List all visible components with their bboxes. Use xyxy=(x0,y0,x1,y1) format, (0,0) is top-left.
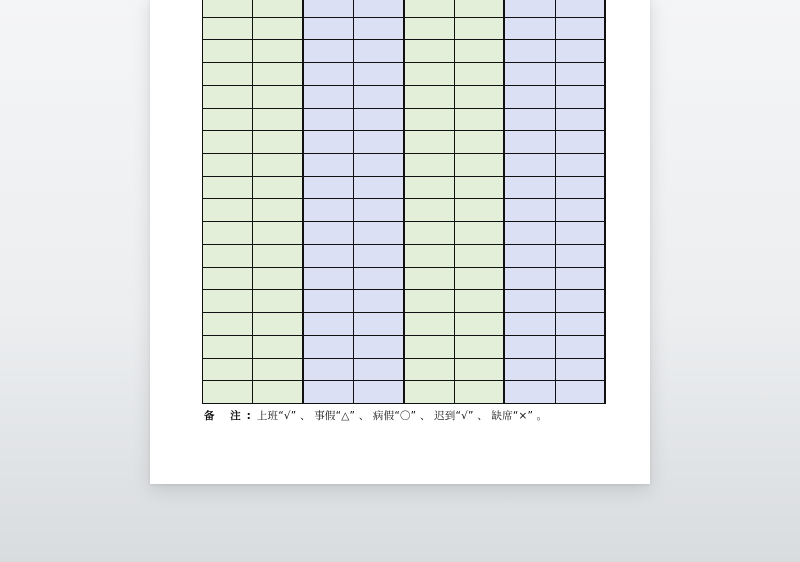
table-cell xyxy=(405,108,455,131)
table-cell xyxy=(405,289,455,312)
table-cell xyxy=(253,358,303,381)
table-cell xyxy=(405,267,455,290)
table-cell xyxy=(203,221,253,244)
table-cell xyxy=(405,62,455,85)
table-cell xyxy=(405,0,455,17)
table-cell xyxy=(556,176,606,199)
table-cell xyxy=(354,108,404,131)
table-cell xyxy=(203,0,253,17)
table-cell xyxy=(556,39,606,62)
table-cell xyxy=(203,312,253,335)
remark-text: 上班“√” 、 事假“△” 、 病假“〇” 、 迟到“√” 、 缺席“×” 。 xyxy=(256,410,548,422)
table-cell xyxy=(405,221,455,244)
table-cell xyxy=(505,198,555,221)
table-cell xyxy=(505,130,555,153)
table-cell xyxy=(405,17,455,40)
table-cell xyxy=(203,267,253,290)
table-cell xyxy=(505,0,555,17)
table-cell xyxy=(304,312,354,335)
table-cell xyxy=(505,244,555,267)
table-cell xyxy=(203,108,253,131)
table-cell xyxy=(405,85,455,108)
table-cell xyxy=(455,380,505,403)
table-cell xyxy=(304,176,354,199)
table-cell xyxy=(253,289,303,312)
table-cell xyxy=(253,17,303,40)
table-cell xyxy=(253,153,303,176)
table-cell xyxy=(354,380,404,403)
table-cell xyxy=(556,62,606,85)
table-cell xyxy=(203,17,253,40)
table-cell xyxy=(304,289,354,312)
table-cell xyxy=(505,39,555,62)
table-cell xyxy=(556,221,606,244)
table-cell xyxy=(304,380,354,403)
table-cell xyxy=(304,267,354,290)
attendance-sheet-page xyxy=(150,0,650,484)
table-cell xyxy=(354,153,404,176)
table-cell xyxy=(304,335,354,358)
table-cell xyxy=(253,244,303,267)
table-cell xyxy=(253,62,303,85)
attendance-grid xyxy=(202,0,606,404)
table-cell xyxy=(455,62,505,85)
remark-label: 备 注: xyxy=(204,410,257,422)
table-cell xyxy=(455,198,505,221)
table-cell xyxy=(455,176,505,199)
table-cell xyxy=(354,358,404,381)
table-cell xyxy=(253,380,303,403)
table-cell xyxy=(455,358,505,381)
table-cell xyxy=(455,85,505,108)
table-cell xyxy=(505,267,555,290)
table-cell xyxy=(253,39,303,62)
table-cell xyxy=(455,130,505,153)
table-cell xyxy=(354,62,404,85)
table-cell xyxy=(556,380,606,403)
table-cell xyxy=(304,244,354,267)
table-cell xyxy=(505,358,555,381)
table-cell xyxy=(405,198,455,221)
remark-line xyxy=(204,408,547,423)
table-cell xyxy=(405,335,455,358)
table-cell xyxy=(253,267,303,290)
table-cell xyxy=(354,267,404,290)
table-cell xyxy=(203,335,253,358)
table-cell xyxy=(556,108,606,131)
table-cell xyxy=(556,0,606,17)
table-cell xyxy=(354,198,404,221)
table-cell xyxy=(455,244,505,267)
table-cell xyxy=(556,153,606,176)
table-cell xyxy=(354,312,404,335)
table-cell xyxy=(505,289,555,312)
table-cell xyxy=(253,130,303,153)
table-cell xyxy=(405,244,455,267)
table-cell xyxy=(556,312,606,335)
table-cell xyxy=(354,244,404,267)
table-cell xyxy=(354,0,404,17)
table-cell xyxy=(304,39,354,62)
table-cell xyxy=(253,176,303,199)
table-cell xyxy=(455,267,505,290)
table-cell xyxy=(405,312,455,335)
table-cell xyxy=(253,85,303,108)
table-cell xyxy=(304,108,354,131)
table-cell xyxy=(304,221,354,244)
table-cell xyxy=(354,17,404,40)
table-cell xyxy=(304,62,354,85)
table-cell xyxy=(556,289,606,312)
table-cell xyxy=(455,0,505,17)
table-cell xyxy=(556,17,606,40)
table-cell xyxy=(556,130,606,153)
table-cell xyxy=(203,358,253,381)
table-cell xyxy=(203,380,253,403)
table-cell xyxy=(203,153,253,176)
table-cell xyxy=(455,289,505,312)
table-cell xyxy=(354,85,404,108)
table-cell xyxy=(405,153,455,176)
table-cell xyxy=(253,108,303,131)
table-cell xyxy=(304,130,354,153)
table-cell xyxy=(405,380,455,403)
table-cell xyxy=(203,198,253,221)
table-cell xyxy=(304,85,354,108)
table-cell xyxy=(405,358,455,381)
table-cell xyxy=(505,85,555,108)
table-cell xyxy=(253,335,303,358)
table-cell xyxy=(203,85,253,108)
table-cell xyxy=(203,244,253,267)
table-cell xyxy=(354,176,404,199)
table-cell xyxy=(304,17,354,40)
table-cell xyxy=(505,335,555,358)
table-cell xyxy=(304,358,354,381)
table-cell xyxy=(505,221,555,244)
table-cell xyxy=(556,85,606,108)
table-cell xyxy=(505,176,555,199)
table-cell xyxy=(253,0,303,17)
table-cell xyxy=(354,335,404,358)
table-cell xyxy=(505,108,555,131)
table-cell xyxy=(455,39,505,62)
table-cell xyxy=(556,335,606,358)
table-cell xyxy=(203,176,253,199)
table-cell xyxy=(253,312,303,335)
table-cell xyxy=(354,221,404,244)
table-cell xyxy=(455,108,505,131)
table-cell xyxy=(354,289,404,312)
table-cell xyxy=(203,62,253,85)
table-cell xyxy=(253,198,303,221)
table-cell xyxy=(505,153,555,176)
table-cell xyxy=(505,312,555,335)
table-cell xyxy=(203,39,253,62)
table-cell xyxy=(505,62,555,85)
table-cell xyxy=(405,39,455,62)
table-cell xyxy=(505,380,555,403)
table-cell xyxy=(304,0,354,17)
table-cell xyxy=(505,17,555,40)
table-cell xyxy=(253,221,303,244)
table-cell xyxy=(304,198,354,221)
table-cell xyxy=(455,335,505,358)
table-cell xyxy=(354,130,404,153)
table-cell xyxy=(455,153,505,176)
table-cell xyxy=(556,267,606,290)
table-cell xyxy=(556,244,606,267)
table-cell xyxy=(455,312,505,335)
table-cell xyxy=(405,130,455,153)
table-cell xyxy=(304,153,354,176)
table-cell xyxy=(203,130,253,153)
table-cell xyxy=(405,176,455,199)
table-cell xyxy=(556,358,606,381)
table-cell xyxy=(455,17,505,40)
table-cell xyxy=(203,289,253,312)
table-cell xyxy=(455,221,505,244)
table-cell xyxy=(354,39,404,62)
table-cell xyxy=(556,198,606,221)
